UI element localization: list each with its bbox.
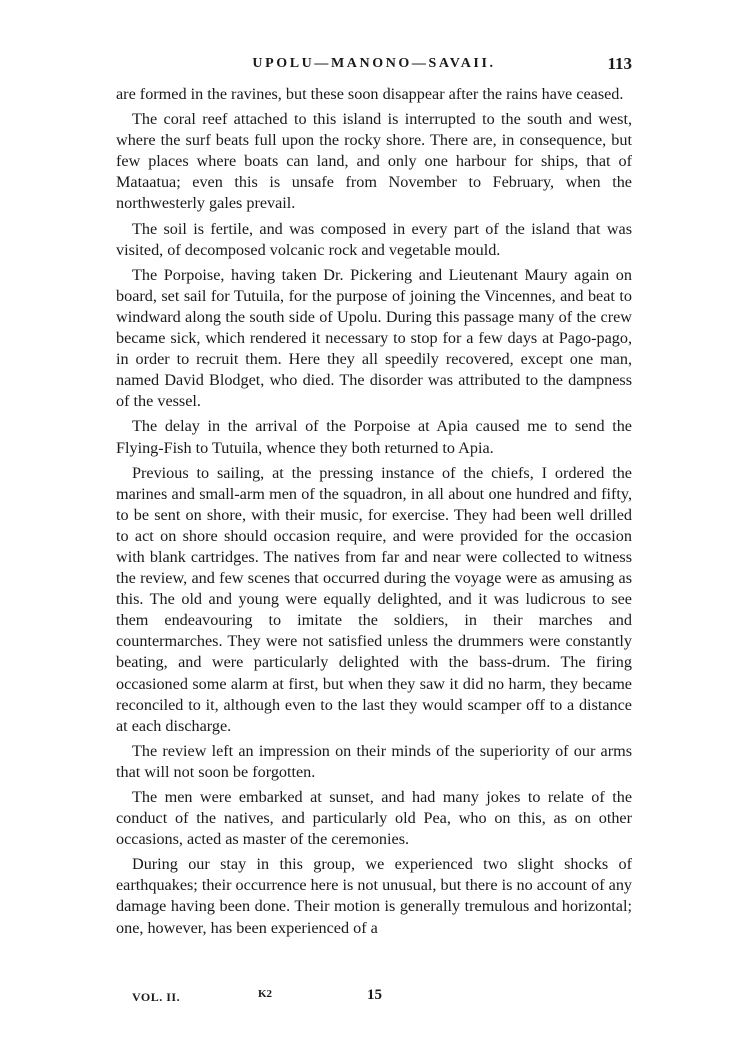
paragraph-embarked: The men were embarked at sunset, and had many jokes to relate of the conduct of the natives, and particularly old Pea, who on this, as on other occasions, acted as master of the ceremonies.	[116, 788, 632, 849]
book-page	[116, 50, 632, 943]
paragraph-impression: The review left an impression on their minds of the superiority of our arms that will not soon be forgotten.	[116, 741, 632, 781]
body-text	[116, 84, 632, 939]
paragraph-earthquakes: During our stay in this group, we experienced two slight shocks of earthquakes; their occurrence here is not unusual, but there is no account of any damage having been done. Their motion is generally tremulous and horizontal; one, however, has been experienced of a	[116, 855, 633, 937]
volume-label: VOL. II.	[132, 990, 181, 1004]
page-header	[116, 50, 632, 84]
paragraph-review: Previous to sailing, at the pressing instance of the chiefs, I ordered the marines and small-arm men of the squadron, in all about one hundred and fifty, to be sent on shore, with their music, for exercise. They had been well drilled to act on shore should occasion require, and were provided for the occasion with blank cartridges. The natives from far and near were collected to witness the review, and few scenes that occurred during the voyage were as amusing as this. The old and young were equally delighted, and it was ludicrous to see them endeavouring to imitate the soldiers, in their marches and countermarches. They were not satisfied unless the drummers were constantly beating, and were particularly delighted with the bass-drum. The firing occasioned some alarm at first, but when they saw it did no harm, they became reconciled to it, although even to the last they would scamper off to a distance at each discharge.	[116, 463, 632, 735]
paragraph-coral-reef: The coral reef attached to this island is interrupted to the south and west, where the surf beats full upon the rocky shore. There are, in consequence, but few places where boats can land, and only one harbour for ships, that of Mataatua; even this is unsafe from November to February, when the northwesterly gales prevail.	[116, 110, 632, 213]
signature-mark: K2	[258, 988, 273, 1000]
page-footer	[132, 988, 632, 1008]
paragraph-delay: The delay in the arrival of the Porpoise at Apia caused me to send the Flying-Fish to Tutuila, whence they both returned to Apia.	[116, 417, 632, 457]
gathering-number: 15	[367, 987, 382, 1003]
paragraph-soil: The soil is fertile, and was composed in every part of the island that was visited, of decomposed volcanic rock and vegetable mould.	[116, 219, 632, 259]
paragraph-continued: are formed in the ravines, but these soon disappear after the rains have ceased.	[116, 85, 624, 103]
page-number: 113	[607, 54, 632, 73]
running-head: UPOLU—MANONO—SAVAII.	[252, 56, 496, 71]
paragraph-porpoise: The Porpoise, having taken Dr. Pickering and Lieutenant Maury again on board, set sail for Tutuila, for the purpose of joining the Vincennes, and beat to windward along the south side of Upolu. During this passage many of the crew became sick, which rendered it necessary to stop for a few days at Pago-pago, in order to recruit them. Here they all speedily recovered, except one man, named David Blodget, who died. The disorder was attributed to the dampness of the vessel.	[116, 265, 632, 411]
